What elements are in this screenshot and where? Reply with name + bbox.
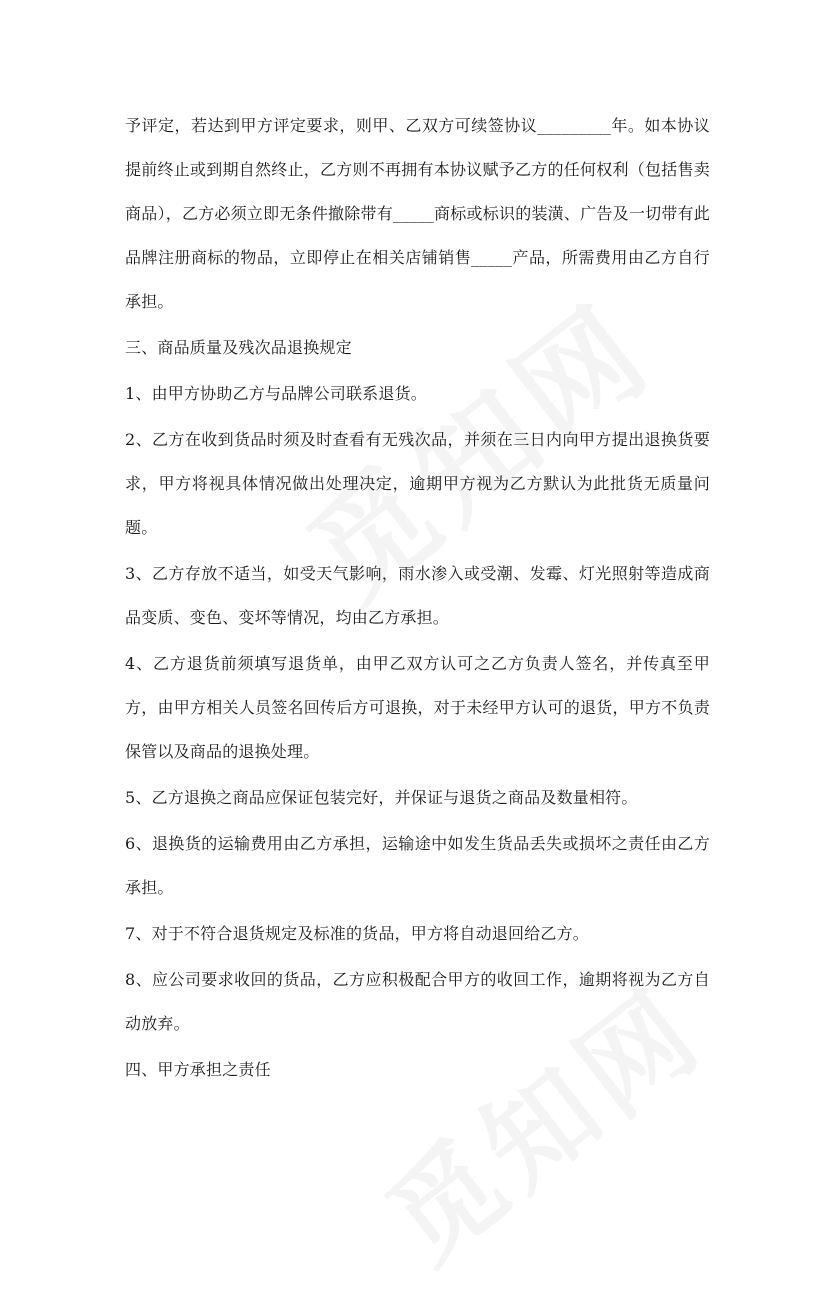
clause-3: 3、乙方存放不适当，如受天气影响，雨水渗入或受潮、发霉、灯光照射等造成商品变质、变色、变坏等情况，均由乙方承担。: [125, 564, 710, 627]
clause-1: 1、由甲方协助乙方与品牌公司联系退货。: [125, 384, 427, 403]
document-body: [125, 104, 710, 1094]
paragraph-renewal-terms: 予评定，若达到甲方评定要求，则甲、乙双方可续签协议_________年。如本协议提前终止或到期自然终止，乙方则不再拥有本协议赋予乙方的任何权利（包括售卖商品），乙方必须立即无条件撤除带有_____商标或标识的装潢、广告及一切带有此品牌注册商标的物品，立即停止在相关店铺销售_____产品，所需费用由乙方自行承担。: [125, 116, 710, 311]
clause-7: 7、对于不符合退货规定及标准的货品，甲方将自动退回给乙方。: [125, 924, 589, 943]
clause-4: 4、乙方退货前须填写退货单，由甲乙双方认可之乙方负责人签名，并传真至甲方，由甲方相关人员签名回传后方可退换，对于未经甲方认可的退货，甲方不负责保管以及商品的退换处理。: [125, 654, 710, 761]
clause-6: 6、退换货的运输费用由乙方承担，运输途中如发生货品丢失或损坏之责任由乙方承担。: [125, 834, 710, 897]
clause-8: 8、应公司要求收回的货品，乙方应积极配合甲方的收回工作，逾期将视为乙方自动放弃。: [125, 970, 710, 1033]
section-heading-quality-returns: 三、商品质量及残次品退换规定: [125, 338, 352, 357]
section-heading-party-a-duties: 四、甲方承担之责任: [125, 1060, 271, 1079]
clause-5: 5、乙方退换之商品应保证包装完好，并保证与退货之商品及数量相符。: [125, 788, 638, 807]
clause-2: 2、乙方在收到货品时须及时查看有无残次品，并须在三日内向甲方提出退换货要求，甲方将视具体情况做出处理决定，逾期甲方视为乙方默认为此批货无质量问题。: [125, 430, 710, 537]
